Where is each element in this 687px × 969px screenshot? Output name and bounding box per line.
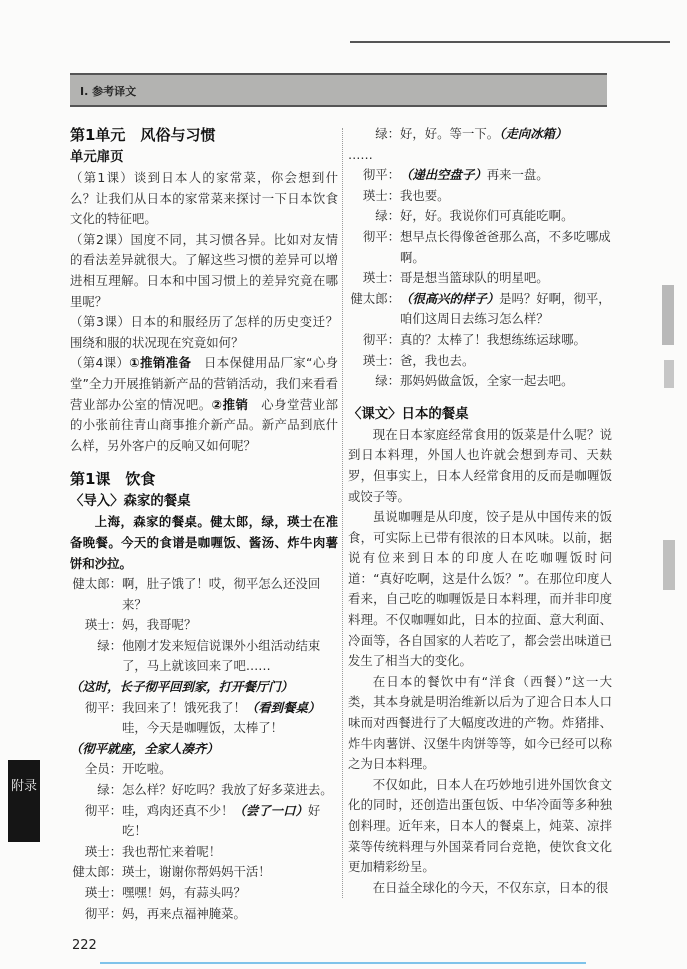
- speaker: 全员：: [84, 761, 122, 777]
- dialogue-text: [400, 165, 612, 186]
- text-segment: 真的？太棒了！我想练练运球哪。: [400, 331, 586, 347]
- speaker: 健太郎：: [72, 864, 122, 880]
- paragraph: [348, 672, 612, 775]
- stage-direction: （尝了一口）: [233, 802, 308, 818]
- text-segment: 再来一盘。: [486, 167, 549, 183]
- text-segment: 心身堂营业部的小张前往青山商事推介新产品。新产品到底什么样，另外客户的反响又如何呢？: [70, 396, 338, 453]
- section-heading: 〈课文〉日本的餐桌: [348, 406, 469, 422]
- paragraph: [348, 878, 612, 899]
- dialogue-line: [70, 904, 338, 925]
- dialogue-line: [348, 351, 612, 372]
- speaker: 绿：: [375, 373, 400, 389]
- dialogue-line: [70, 636, 338, 677]
- text-segment: 好，好。等一下。: [400, 126, 500, 141]
- dialogue-line: [348, 206, 612, 227]
- paragraph: [70, 312, 338, 353]
- text-segment: 他刚才发来短信说课外小组活动结束了，马上就该回来了吧……: [122, 637, 321, 674]
- paragraph: [348, 507, 612, 672]
- dialogue-text: [400, 268, 612, 289]
- speaker: 瑛士：: [362, 352, 400, 368]
- unit-heading: 第1单元 风俗与习惯: [70, 126, 216, 144]
- dialogue-text: [122, 574, 338, 615]
- dialogue-text: [400, 124, 612, 145]
- text-segment: 是吗？好啊，彻平，咱们这周日去练习怎么样？: [400, 290, 611, 327]
- speaker: 彻平：: [362, 167, 400, 183]
- speaker: 彻平：: [84, 905, 122, 921]
- dialogue-line: [70, 780, 338, 801]
- dialogue-text: [122, 636, 338, 677]
- dialogue-text: [400, 289, 612, 330]
- text-segment: 开吃啦。: [122, 761, 172, 777]
- speaker: 瑛士：: [84, 885, 122, 900]
- speaker: 瑛士：: [362, 270, 400, 286]
- text-segment: 好吃！: [122, 802, 321, 839]
- left-column: [70, 124, 338, 924]
- dialogue-text: [122, 904, 338, 925]
- text-segment: 哥是想当篮球队的明星吧。: [400, 270, 549, 286]
- dialogue-line: [348, 268, 612, 289]
- text-segment: 嘿嘿！妈，有蒜头吗？: [122, 885, 246, 900]
- text-segment: 妈，我哥呢？: [122, 617, 197, 633]
- dialogue-line: [348, 186, 612, 207]
- stage-direction: （递出空盘子）: [400, 167, 487, 183]
- scan-artifact: [662, 285, 674, 345]
- column-divider: [342, 128, 343, 898]
- speaker: 彻平：: [84, 802, 122, 818]
- bottom-blue-line: [100, 962, 586, 964]
- dialogue-line: [348, 289, 612, 330]
- text-segment: ……: [348, 146, 373, 162]
- speaker: 绿：: [375, 126, 400, 141]
- section-header-bar: [70, 73, 607, 107]
- text-segment: 啊，肚子饿了！哎，彻平怎么还没回来？: [122, 576, 321, 612]
- paragraph: [70, 353, 338, 456]
- dialogue-line: [70, 801, 338, 842]
- dialogue-line: [70, 842, 338, 863]
- dialogue-text: [400, 330, 612, 351]
- text-segment: 哇，鸡肉还真不少！: [122, 802, 234, 818]
- speaker: 健太郎：: [72, 576, 122, 592]
- dialogue-line: [348, 330, 612, 351]
- speaker: 绿：: [375, 208, 400, 224]
- text-segment: 我也帮忙来着呢！: [122, 843, 222, 859]
- text-segment: 怎么样？好吃吗？我放了好多菜进去。: [122, 782, 333, 798]
- text-segment: （第1课）谈到日本人的家常菜，你会想到什么？让我们从日本的家常菜来探讨一下日本饮食文化的特征吧。: [70, 170, 338, 227]
- dialogue-line: [70, 698, 338, 739]
- dialogue-text: [400, 186, 612, 207]
- text-segment: 爸，我也去。: [400, 352, 475, 368]
- speaker: 绿：: [97, 782, 122, 798]
- dialogue-text: [400, 206, 612, 227]
- speaker: 瑛士：: [84, 843, 122, 859]
- stage-direction: （走向冰箱）: [499, 126, 568, 141]
- stage-direction: （很高兴的样子）: [400, 290, 500, 306]
- text-segment: （第2课）国度不同，其习惯各异。比如对友情的看法差异就很大。了解这些习惯的差异可以增进相互理解。日本和中国习惯上的差异究竟在哪里呢？: [70, 231, 338, 309]
- dialogue-line: [348, 371, 612, 392]
- dialogue-text: [122, 615, 338, 636]
- dialogue-text: [122, 759, 338, 780]
- text-segment: 我回来了！饿死我了！: [122, 699, 246, 715]
- speaker: 彻平：: [362, 228, 400, 244]
- speaker: 绿：: [97, 637, 122, 653]
- dialogue-line: [70, 883, 338, 904]
- dialogue-line: [70, 574, 338, 615]
- dialogue-text: [122, 801, 338, 842]
- text-segment: 现在日本家庭经常食用的饭菜是什么呢？说到日本料理，外国人也许就会想到寿司、天麸罗，但事实上，日本人经常食用的反而是咖喱饭或饺子等。: [348, 426, 612, 504]
- dialogue-line: [70, 759, 338, 780]
- section-heading: 单元扉页: [70, 150, 124, 165]
- section-label: Ⅰ. 参考译文: [80, 85, 137, 98]
- text-segment: 在日益全球化的今天，不仅东京，日本的很: [372, 879, 609, 895]
- stage-direction-line: （彻平就座，全家人凑齐）: [70, 740, 219, 756]
- speaker: 彻平：: [362, 331, 400, 347]
- stage-direction: （看到餐桌）: [245, 699, 321, 715]
- dialogue-line: [348, 124, 612, 145]
- paragraph: [70, 512, 338, 574]
- speaker: 彻平：: [84, 699, 122, 715]
- text-segment: 瑛士，谢谢你帮妈妈干活！: [122, 864, 271, 880]
- dialogue-text: [400, 351, 612, 372]
- dialogue-text: [122, 883, 338, 904]
- right-column: [348, 124, 612, 898]
- text-segment: （第3课）日本的和服经历了怎样的历史变迁？围绕和服的状况现在究竟如何？: [70, 314, 338, 350]
- stage-direction-line: （这时，长子彻平回到家，打开餐厅门）: [70, 679, 294, 695]
- paragraph: [70, 230, 338, 312]
- dialogue-text: [122, 842, 338, 863]
- top-rule: [350, 41, 670, 43]
- speaker: 瑛士：: [362, 187, 400, 203]
- dialogue-line: [348, 227, 612, 268]
- paragraph: [348, 775, 612, 878]
- dialogue-line: [348, 165, 612, 186]
- dialogue-text: [400, 371, 612, 392]
- dialogue-line: [70, 615, 338, 636]
- text-segment: 不仅如此，日本人在巧妙地引进外国饮食文化的同时，还创造出蛋包饭、中华冷面等多种独创料理。近年来，日本人的餐桌上，炖菜、凉拌菜等传统料理与外国菜肴同台竞艳，使饮食文化更加精彩纷呈。: [348, 776, 612, 875]
- text-segment: （第4课）: [70, 355, 130, 371]
- text-segment: 日本保健用品厂家“心身堂”全力开展推销新产品的营销活动，我们来看看营业部办公室的情况吧。: [70, 355, 338, 412]
- paragraph: [348, 425, 612, 507]
- text-segment: 想早点长得像爸爸那么高，不多吃哪成啊。: [400, 228, 611, 265]
- dialogue-text: [122, 698, 338, 739]
- speaker: 瑛士：: [84, 617, 122, 633]
- text-segment: 我也要。: [400, 187, 450, 203]
- bold-phrase: ②推销: [211, 396, 249, 412]
- unit-heading: 第1课 饮食: [70, 470, 156, 489]
- page-number: 222: [72, 938, 97, 953]
- text-segment: 好，好。我说你们可真能吃啊。: [400, 208, 574, 224]
- text-segment: 虽说咖喱是从印度，饺子是从中国传来的饭食，可实际上已带有很浓的日本风味。以前，据说有位来到日本的印度人在吃咖喱饭时问道：“真好吃啊，这是什么饭？”。在那位印度人看来，自己吃的咖喱饭是日本料理，而并非印度料理。不仅咖喱如此，日本的拉面、意大利面、冷面等，各自国家的人若吃了，都会尝出味道已发生了相当大的变化。: [348, 509, 612, 669]
- dialogue-text: [122, 780, 338, 801]
- paragraph: [348, 145, 612, 166]
- paragraph: [70, 168, 338, 230]
- text-segment: 那妈妈做盒饭，全家一起去吧。: [400, 373, 574, 389]
- section-heading: 〈导入〉森家的餐桌: [70, 494, 191, 510]
- bold-phrase: ①推销准备: [129, 355, 192, 371]
- dialogue-text: [400, 227, 612, 268]
- text-segment: 上海，森家的餐桌。健太郎，绿，瑛士在准备晚餐。今天的食谱是咖喱饭、酱汤、炸牛肉薯饼和沙拉。: [70, 514, 338, 571]
- speaker: 健太郎：: [350, 290, 400, 306]
- dialogue-text: [122, 862, 338, 883]
- dialogue-line: [70, 862, 338, 883]
- text-segment: 在日本的餐饮中有“洋食（西餐）”这一大类，其本身就是明治维新以后为了迎合日本人口味而对西餐进行了大幅度改进的产物。炸猪排、炸牛肉薯饼、汉堡牛肉饼等等，如今已经可以称之为日本料理。: [348, 673, 612, 772]
- text-segment: 哇，今天是咖喱饭，太棒了！: [122, 720, 284, 736]
- scan-artifact: [664, 360, 674, 388]
- appendix-side-tab: 附录: [8, 760, 40, 842]
- scan-artifact: [663, 540, 675, 590]
- text-segment: 妈，再来点福神腌菜。: [122, 905, 246, 921]
